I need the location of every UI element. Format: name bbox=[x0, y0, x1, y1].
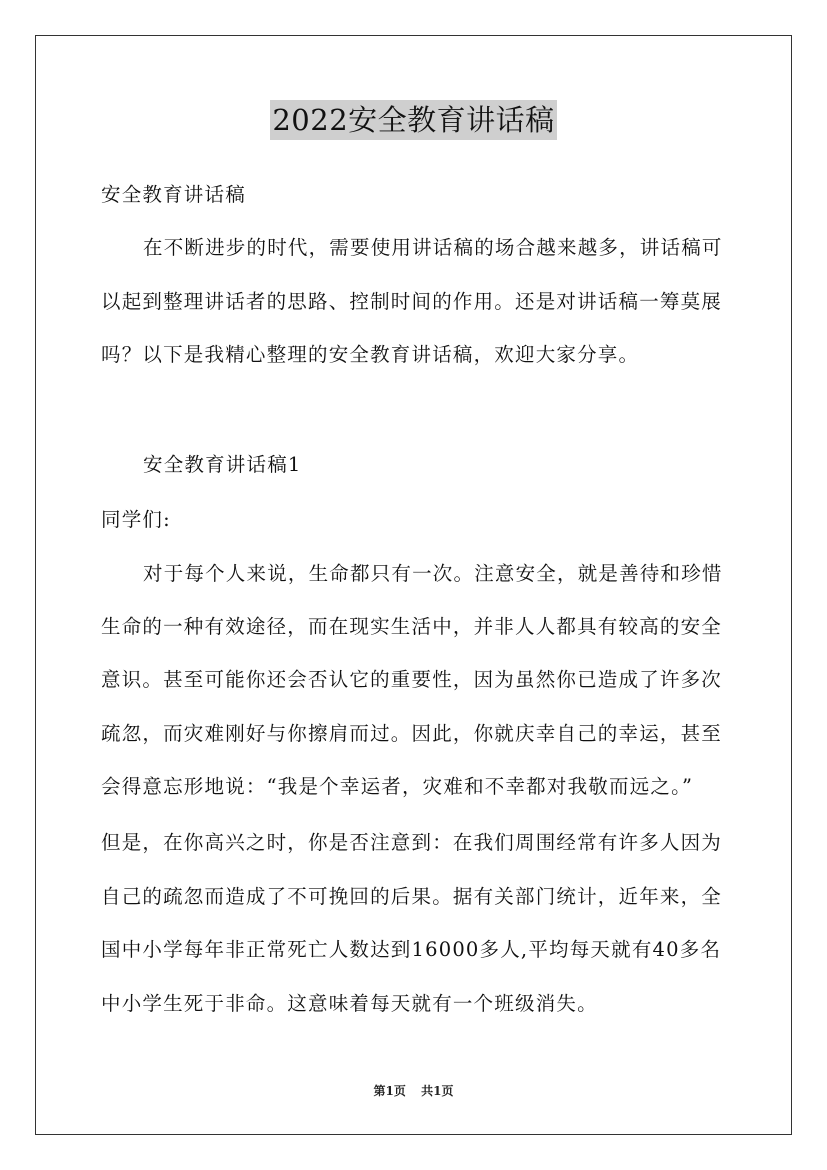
document-title: 2022安全教育讲话稿 bbox=[270, 100, 556, 140]
body-line-3: 意识。甚至可能你还会否认它的重要性，因为虽然你已造成了许多次 bbox=[101, 668, 723, 691]
document-subtitle: 安全教育讲话稿 bbox=[101, 183, 246, 206]
intro-line-3: 吗？以下是我精心整理的安全教育讲话稿，欢迎大家分享。 bbox=[101, 343, 640, 366]
intro-line-1: 在不断进步的时代，需要使用讲话稿的场合越来越多，讲话稿可 bbox=[143, 236, 723, 259]
body-line-8: 国中小学每年非正常死亡人数达到16000多人,平均每天就有40多名 bbox=[101, 938, 722, 961]
body-line-9: 中小学生死于非命。这意味着每天就有一个班级消失。 bbox=[101, 992, 598, 1015]
body-line-6: 但是，在你高兴之时，你是否注意到：在我们周围经常有许多人因为 bbox=[101, 831, 723, 854]
body-line-7: 自己的疏忽而造成了不可挽回的后果。据有关部门统计，近年来，全 bbox=[101, 885, 723, 908]
body-line-1: 对于每个人来说，生命都只有一次。注意安全，就是善待和珍惜 bbox=[143, 562, 723, 585]
salutation: 同学们: bbox=[101, 508, 171, 531]
page-number: 第1页 bbox=[373, 1084, 406, 1098]
footer-spacer bbox=[410, 1084, 418, 1098]
body-line-4: 疏忽，而灾难刚好与你擦肩而过。因此，你就庆幸自己的幸运，甚至 bbox=[101, 722, 723, 745]
section-heading: 安全教育讲话稿1 bbox=[143, 453, 302, 476]
intro-line-2: 以起到整理讲话者的思路、控制时间的作用。还是对讲话稿一筹莫展 bbox=[101, 290, 723, 313]
title-container bbox=[0, 100, 827, 140]
body-line-2: 生命的一种有效途径，而在现实生活中，并非人人都具有较高的安全 bbox=[101, 615, 723, 638]
body-line-5: 会得意忘形地说：“我是个幸运者，灾难和不幸都对我敬而远之。” bbox=[101, 775, 694, 798]
total-pages: 共1页 bbox=[421, 1084, 454, 1098]
page-footer bbox=[0, 1083, 827, 1099]
